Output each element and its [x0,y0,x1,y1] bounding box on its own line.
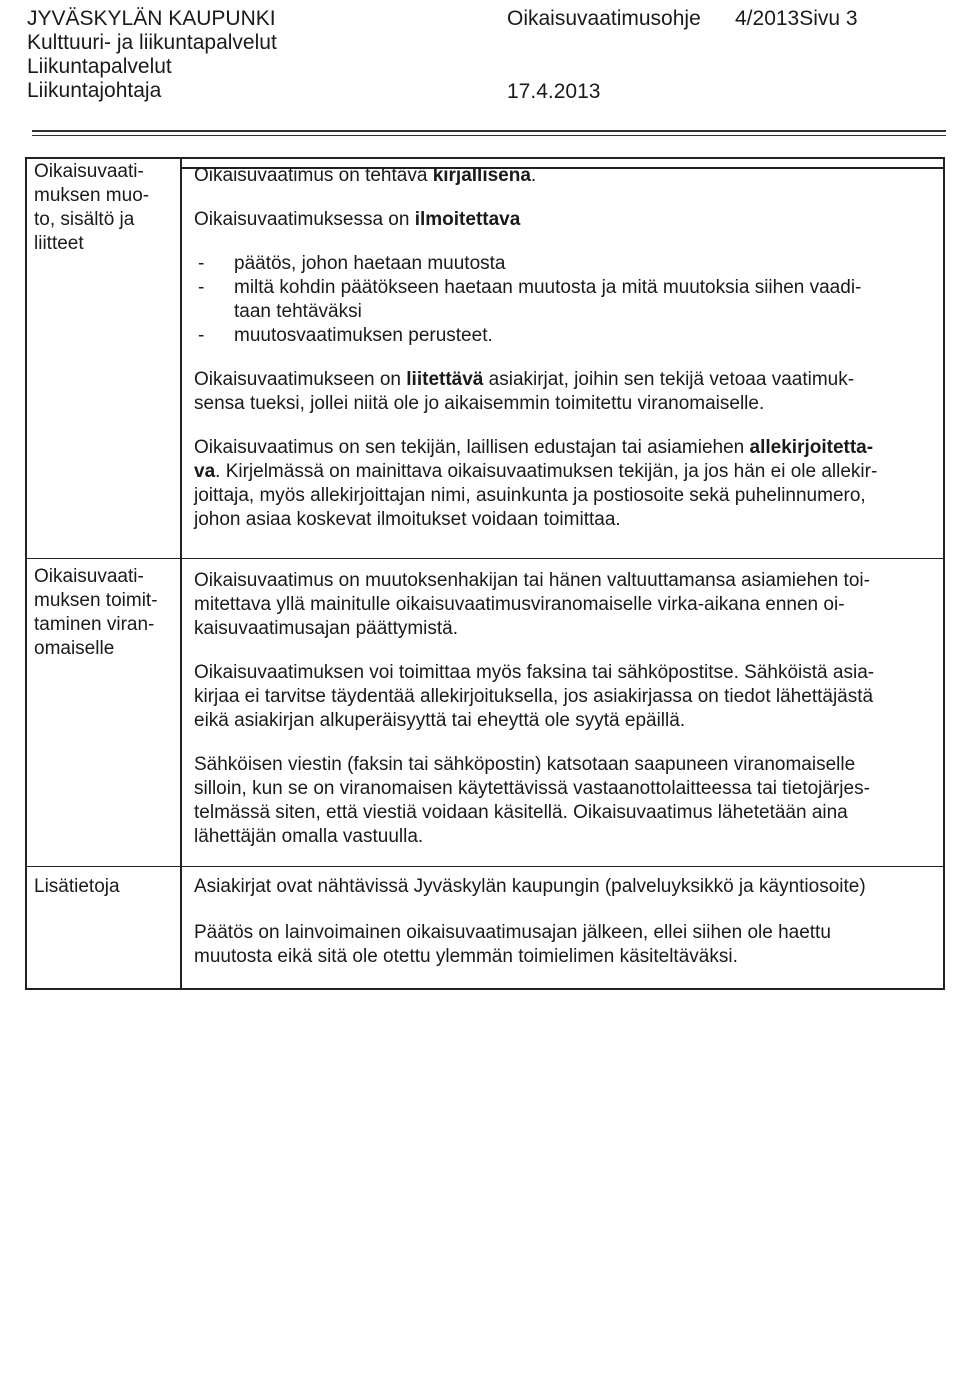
requirements-list [194,252,934,348]
list-item: - päätös, johon haetaan muutosta [194,252,934,276]
org-name: JYVÄSKYLÄN KAUPUNKI [27,7,276,30]
document-date: 17.4.2013 [507,80,601,103]
section-content-form [194,164,934,532]
paragraph [194,208,934,232]
section-label-form: Oikaisuvaati- muksen muo- to, sisältö ja liitteet [34,161,150,254]
section-content-info [194,875,934,969]
list-item: - muutosvaatimuksen perusteet. [194,324,934,348]
text: Oikaisuvaatimus on tehtävä [194,165,433,186]
text: asiakirjat, joihin sen tekijä vetoaa vaatimuk- sensa tueksi, jollei niitä ole jo aikaisemmin toimitettu viranomaiselle. [194,369,855,414]
org-department: Kulttuuri- ja liikuntapalvelut [27,31,277,54]
bold-text: allekirjoitetta- va [194,437,874,482]
header-rule-thin [32,135,946,136]
list-item: - miltä kohdin päätökseen haetaan muutosta ja mitä muutoksia siihen vaadi- taan tehtäväksi [194,276,934,324]
paragraph: Oikaisuvaatimuksen voi toimittaa myös faksina tai sähköpostitse. Sähköistä asia- kirjaa ei tarvitse täydentää allekirjoituksella, jos asiakirjassa on tiedot lähettäjästä eikä asiakirjan alkuperäisyyttä tai eheyttä ole syytä epäillä. [194,662,875,731]
bold-text: liitettävä [406,369,484,390]
section-label-info: Lisätietoja [34,876,120,897]
paragraph [194,164,934,188]
paragraph: Päätös on lainvoimainen oikaisuvaatimusajan jälkeen, ellei siihen ole haettu muutosta eikä sitä ole otettu ylemmän toimielimen käsiteltäväksi. [194,922,831,967]
section-label-delivery: Oikaisuvaati- muksen toimit- taminen viran- omaiselle [34,566,158,659]
text: . Kirjelmässä on mainittava oikaisuvaatimuksen tekijän, ja jos hän ei ole allekir- joittaja, myös allekirjoittajan nimi, asuinkunta ja postiosoite sekä puhelinnumero, johon asiaa koskevat ilmoitukset voidaan toimittaa. [194,461,878,530]
paragraph [194,436,934,532]
paragraph: Asiakirjat ovat nähtävissä Jyväskylän kaupungin (palveluyksikkö ja käyntiosoite) [194,876,866,897]
text: Oikaisuvaatimukseen on [194,369,407,390]
paragraph: Oikaisuvaatimus on muutoksenhakijan tai hänen valtuuttamansa asiamiehen toi- mitettava yllä mainitulle oikaisuvaatimusviranomaiselle virka-aikana ennen oi- kaisuvaatimusajan päättymistä. [194,570,870,639]
text: Oikaisuvaatimuksessa on [194,209,415,230]
org-role: Liikuntajohtaja [27,79,162,102]
text: . [530,165,537,186]
paragraph [194,368,934,416]
section-content-delivery [194,569,934,849]
document-title: Oikaisuvaatimusohje [507,7,701,30]
header-rule [32,130,946,132]
organization-block [27,7,277,103]
bold-text: kirjallisena [432,165,531,186]
text: Oikaisuvaatimus on sen tekijän, laillisen edustajan tai asiamiehen [194,437,750,458]
page-reference: 4/2013Sivu 3 [735,7,858,30]
instruction-table [25,157,945,990]
bold-text: ilmoitettava [414,209,521,230]
section-divider [25,558,945,559]
section-divider [25,866,945,867]
paragraph: Sähköisen viestin (faksin tai sähköpostin) katsotaan saapuneen viranomaiselle silloin, kun se on viranomaisen käytettävissä vastaanottolaitteessa tai tietojärjes- telmässä siten, että viestiä voidaan käsitellä. Oikaisuvaatimus lähetetään aina lähettäjän omalla vastuulla. [194,754,870,847]
org-unit: Liikuntapalvelut [27,55,172,78]
